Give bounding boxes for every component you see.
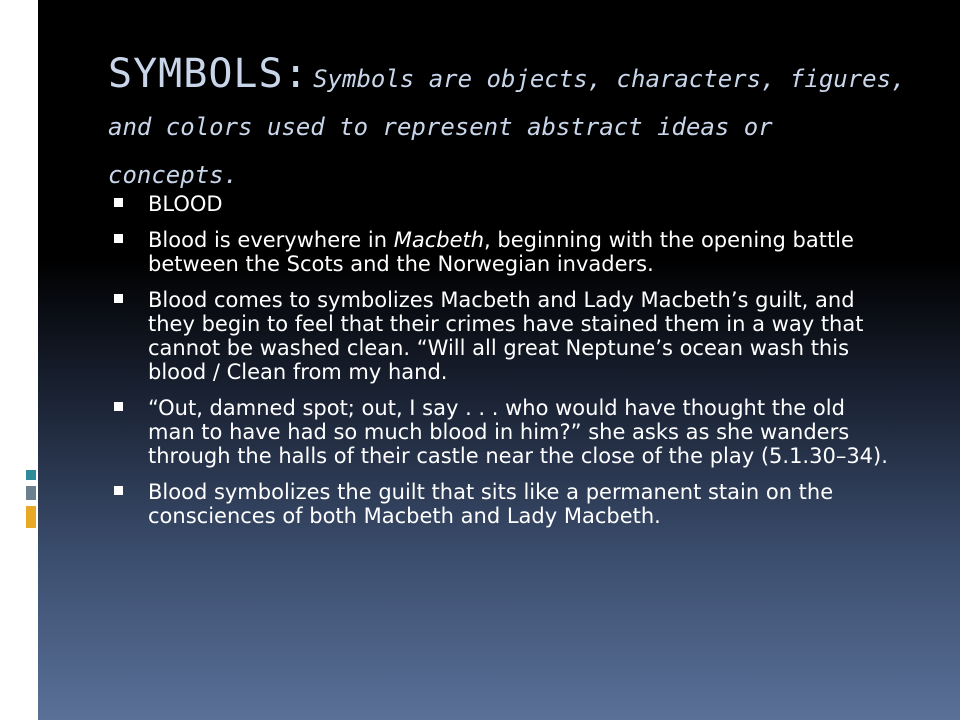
accent-bar-gray — [26, 486, 36, 500]
square-bullet-icon — [114, 294, 123, 303]
bullet-text: “Out, damned spot; out, I say . . . who would have thought the old man to have had so much blood in him?” she asks as she wanders through the halls of their castle near the close of the play (5.1.30–34). — [148, 396, 888, 468]
accent-bar-gold — [26, 506, 36, 528]
square-bullet-icon — [114, 198, 123, 207]
bullet-item-blood — [112, 192, 892, 216]
square-bullet-icon — [114, 486, 123, 495]
accent-bar-teal — [26, 470, 36, 480]
bullet-text: Blood comes to symbolizes Macbeth and Lady Macbeth’s guilt, and they begin to feel that their crimes have stained them in a way that cannot be washed clean. “Will all great Neptune’s ocean wash this blood / Clean from my hand. — [148, 288, 864, 384]
bullet-text: BLOOD — [148, 192, 223, 216]
bullet-text: Blood symbolizes the guilt that sits like a permanent stain on the consciences of both Macbeth and Lady Macbeth. — [148, 480, 834, 528]
slide-title — [108, 52, 908, 201]
square-bullet-icon — [114, 234, 123, 243]
bullet-text-post: , beginning with the opening battle between the Scots and the Norwegian invaders. — [148, 228, 854, 276]
bullet-list — [112, 192, 892, 540]
bullet-text-pre: Blood is everywhere in — [148, 228, 394, 252]
left-margin — [0, 0, 38, 720]
title-main: SYMBOLS: — [108, 51, 309, 97]
bullet-text-emphasis: Macbeth — [393, 228, 485, 252]
bullet-item-stain — [112, 480, 892, 528]
square-bullet-icon — [114, 402, 123, 411]
bullet-item-quote — [112, 396, 892, 468]
bullet-item-everywhere — [112, 228, 892, 276]
title-subtitle: Symbols are objects, characters, figures, and colors used to represent abstract ideas or concepts. — [108, 65, 906, 189]
bullet-item-guilt — [112, 288, 892, 384]
